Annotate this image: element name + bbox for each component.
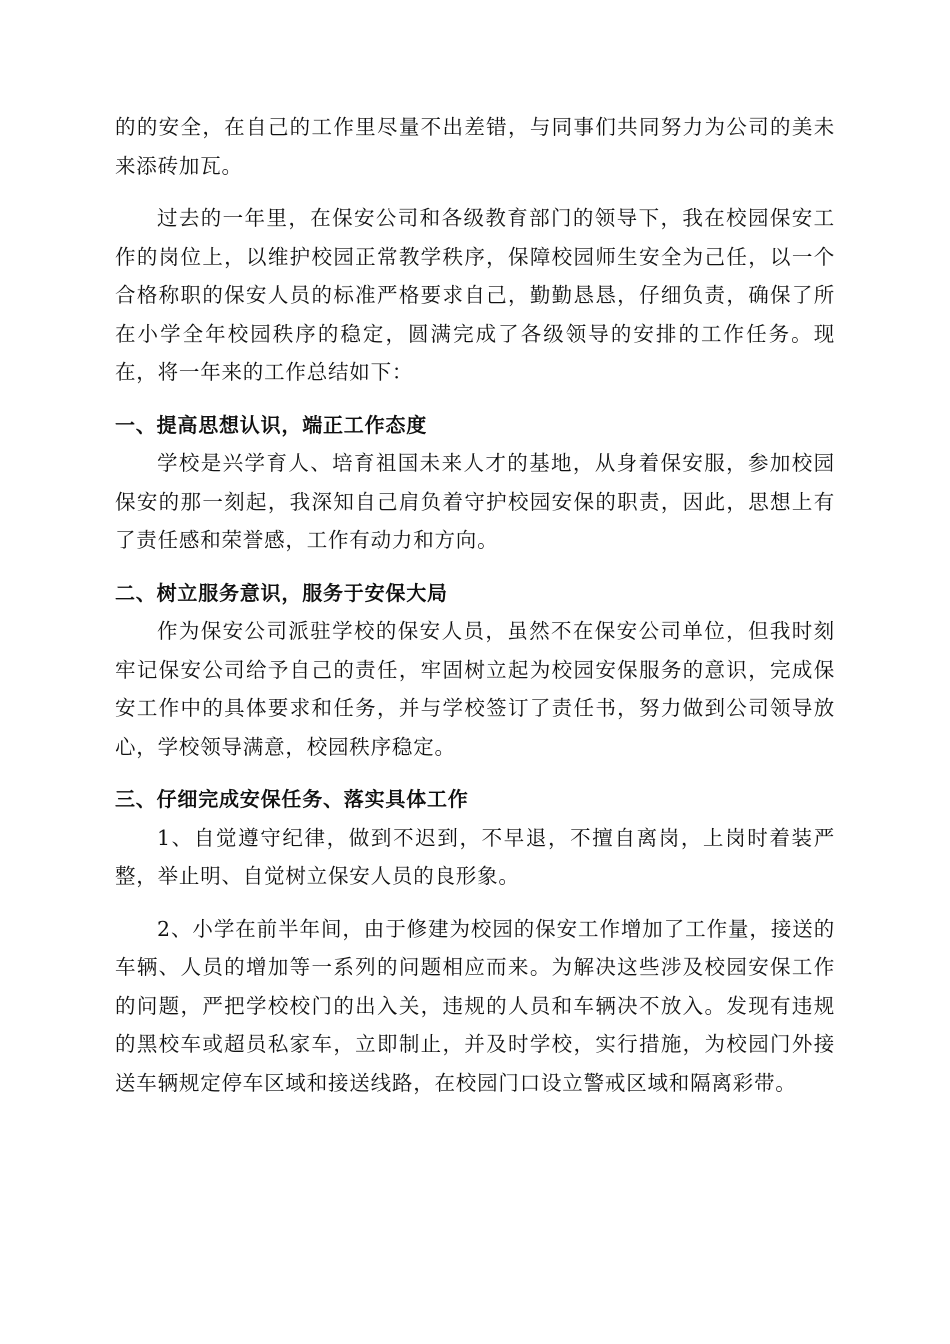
- paragraph-3: 学校是兴学育人、培育祖国未来人才的基地，从身着保安服，参加校园保安的那一刻起，我深知自己肩负着守护校园安保的职责，因此，思想上有了责任感和荣誉感，工作有动力和方向。: [115, 451, 835, 552]
- paragraph-1: 的的安全，在自己的工作里尽量不出差错，与同事们共同努力为公司的美未来添砖加瓦。: [115, 115, 835, 178]
- paragraph-4: 作为保安公司派驻学校的保安人员，虽然不在保安公司单位，但我时刻牢记保安公司给予自己的责任，牢固树立起为校园安保服务的意识，完成保安工作中的具体要求和任务，并与学校签订了责任书，努力做到公司领导放心，学校领导满意，校园秩序稳定。: [115, 619, 835, 759]
- section-heading-1: 一、提高思想认识，端正工作态度: [115, 412, 427, 437]
- paragraph-2: 过去的一年里，在保安公司和各级教育部门的领导下，我在校园保安工作的岗位上，以维护校园正常教学秩序，保障校园师生安全为己任，以一个合格称职的保安人员的标准严格要求自己，勤勤恳恳，仔细负责，确保了所在小学全年校园秩序的稳定，圆满完成了各级领导的安排的工作任务。现在，将一年来的工作总结如下：: [115, 206, 835, 384]
- section-heading-3: 三、仔细完成安保任务、落实具体工作: [115, 787, 469, 811]
- paragraph-6: 2、小学在前半年间，由于修建为校园的保安工作增加了工作量，接送的车辆、人员的增加等一系列的问题相应而来。为解决这些涉及校园安保工作的问题，严把学校校门的出入关，违规的人员和车辆决不放入。发现有违规的黑校车或超员私家车，立即制止，并及时学校，实行措施，为校园门外接送车辆规定停车区域和接送线路，在校园门口设立警戒区域和隔离彩带。: [115, 916, 835, 1095]
- section-heading-2: 二、树立服务意识，服务于安保大局: [115, 580, 448, 605]
- paragraph-5: 1、自觉遵守纪律，做到不迟到，不早退，不擅自离岗，上岗时着装严整，举止明、自觉树立保安人员的良形象。: [115, 825, 835, 888]
- document-page: [115, 108, 835, 1102]
